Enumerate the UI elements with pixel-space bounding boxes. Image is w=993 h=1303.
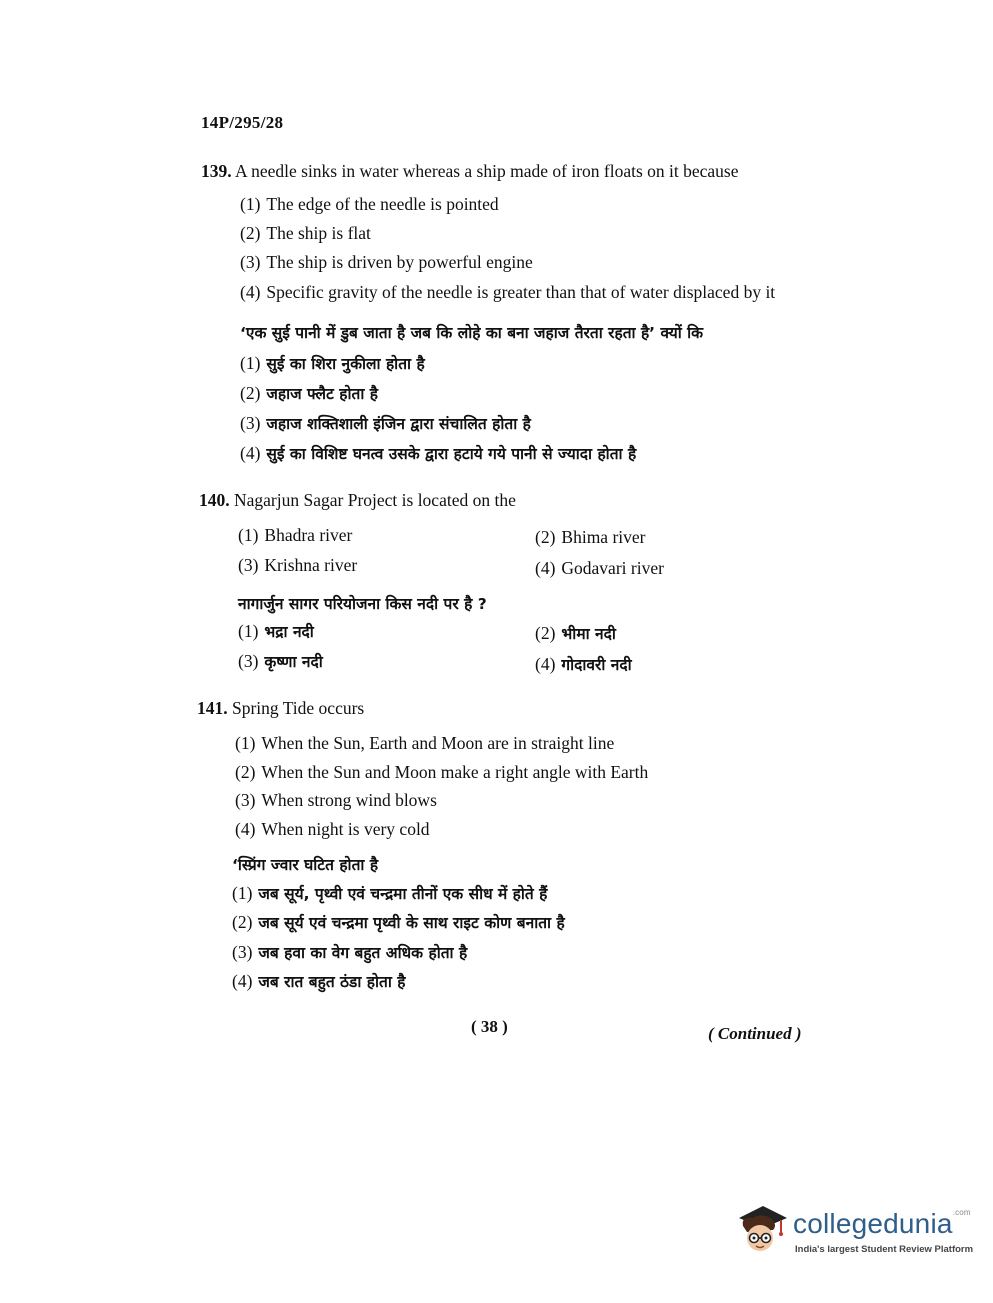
option-141-1: (1) When the Sun, Earth and Moon are in straight line <box>235 733 615 753</box>
hindi-option-140-3: (3) कृष्णा नदी <box>238 651 323 671</box>
hindi-option-140-2: (2) भीमा नदी <box>535 623 616 643</box>
hindi-option-141-4: (4) जब रात बहुत ठंडा होता है <box>232 971 406 991</box>
hindi-question-139: ‘एक सुई पानी में डुब जाता है जब कि लोहे का बना जहाज तैरता रहता है’ क्यों कि <box>240 324 704 342</box>
option-140-4: (4) Godavari river <box>535 558 664 578</box>
hindi-option-141-3: (3) जब हवा का वेग बहुत अधिक होता है <box>232 942 468 962</box>
paper-code: 14P/295/28 <box>201 113 284 132</box>
hindi-question-140: नागार्जुन सागर परियोजना किस नदी पर है ? <box>238 595 487 613</box>
question-number: 139. <box>201 161 232 181</box>
question-text: Spring Tide occurs <box>232 698 365 718</box>
option-141-4: (4) When night is very cold <box>235 819 430 839</box>
question-140 <box>199 490 516 511</box>
graduate-cap-face-icon <box>733 1196 791 1254</box>
option-140-2: (2) Bhima river <box>535 527 646 547</box>
question-141 <box>197 698 364 719</box>
brand-suffix: .com <box>952 1208 971 1217</box>
hindi-question-141: ‘स्प्रिंग ज्वार घटित होता है <box>232 856 379 874</box>
option-140-1: (1) Bhadra river <box>238 525 353 545</box>
hindi-option-139-4: (4) सुई का विशिष्ट घनत्व उसके द्वारा हटाये गये पानी से ज्यादा होता है <box>240 443 637 463</box>
option-141-3: (3) When strong wind blows <box>235 790 437 810</box>
option-139-1: (1) The edge of the needle is pointed <box>240 194 499 214</box>
hindi-option-139-1: (1) सुई का शिरा नुकीला होता है <box>240 353 425 373</box>
hindi-option-140-1: (1) भद्रा नदी <box>238 621 314 641</box>
option-139-4: (4) Specific gravity of the needle is greater than that of water displaced by it <box>240 282 776 302</box>
hindi-option-141-1: (1) जब सूर्य, पृथ्वी एवं चन्द्रमा तीनों एक सीध में होते हैं <box>232 883 548 903</box>
continued-label: ( Continued ) <box>708 1024 802 1043</box>
question-139 <box>201 161 739 182</box>
brand-logo-text: collegedunia$^{.com}$ <box>793 1208 971 1239</box>
hindi-option-141-2: (2) जब सूर्य एवं चन्द्रमा पृथ्वी के साथ राइट कोण बनाता है <box>232 912 565 932</box>
option-139-3: (3) The ship is driven by powerful engine <box>240 252 533 272</box>
hindi-option-140-4: (4) गोदावरी नदी <box>535 654 632 674</box>
page-number: ( 38 ) <box>471 1017 508 1036</box>
question-text: Nagarjun Sagar Project is located on the <box>234 490 516 510</box>
question-number: 141. <box>197 698 228 718</box>
question-text: A needle sinks in water whereas a ship made of iron floats on it because <box>235 161 739 181</box>
question-number: 140. <box>199 490 230 510</box>
hindi-option-139-2: (2) जहाज फ्लैट होता है <box>240 383 378 403</box>
option-139-2: (2) The ship is flat <box>240 223 371 243</box>
option-141-2: (2) When the Sun and Moon make a right angle with Earth <box>235 762 649 782</box>
brand-tagline: India's largest Student Review Platform <box>795 1244 974 1255</box>
option-140-3: (3) Krishna river <box>238 555 358 575</box>
hindi-option-139-3: (3) जहाज शक्तिशाली इंजिन द्वारा संचालित होता है <box>240 413 531 433</box>
